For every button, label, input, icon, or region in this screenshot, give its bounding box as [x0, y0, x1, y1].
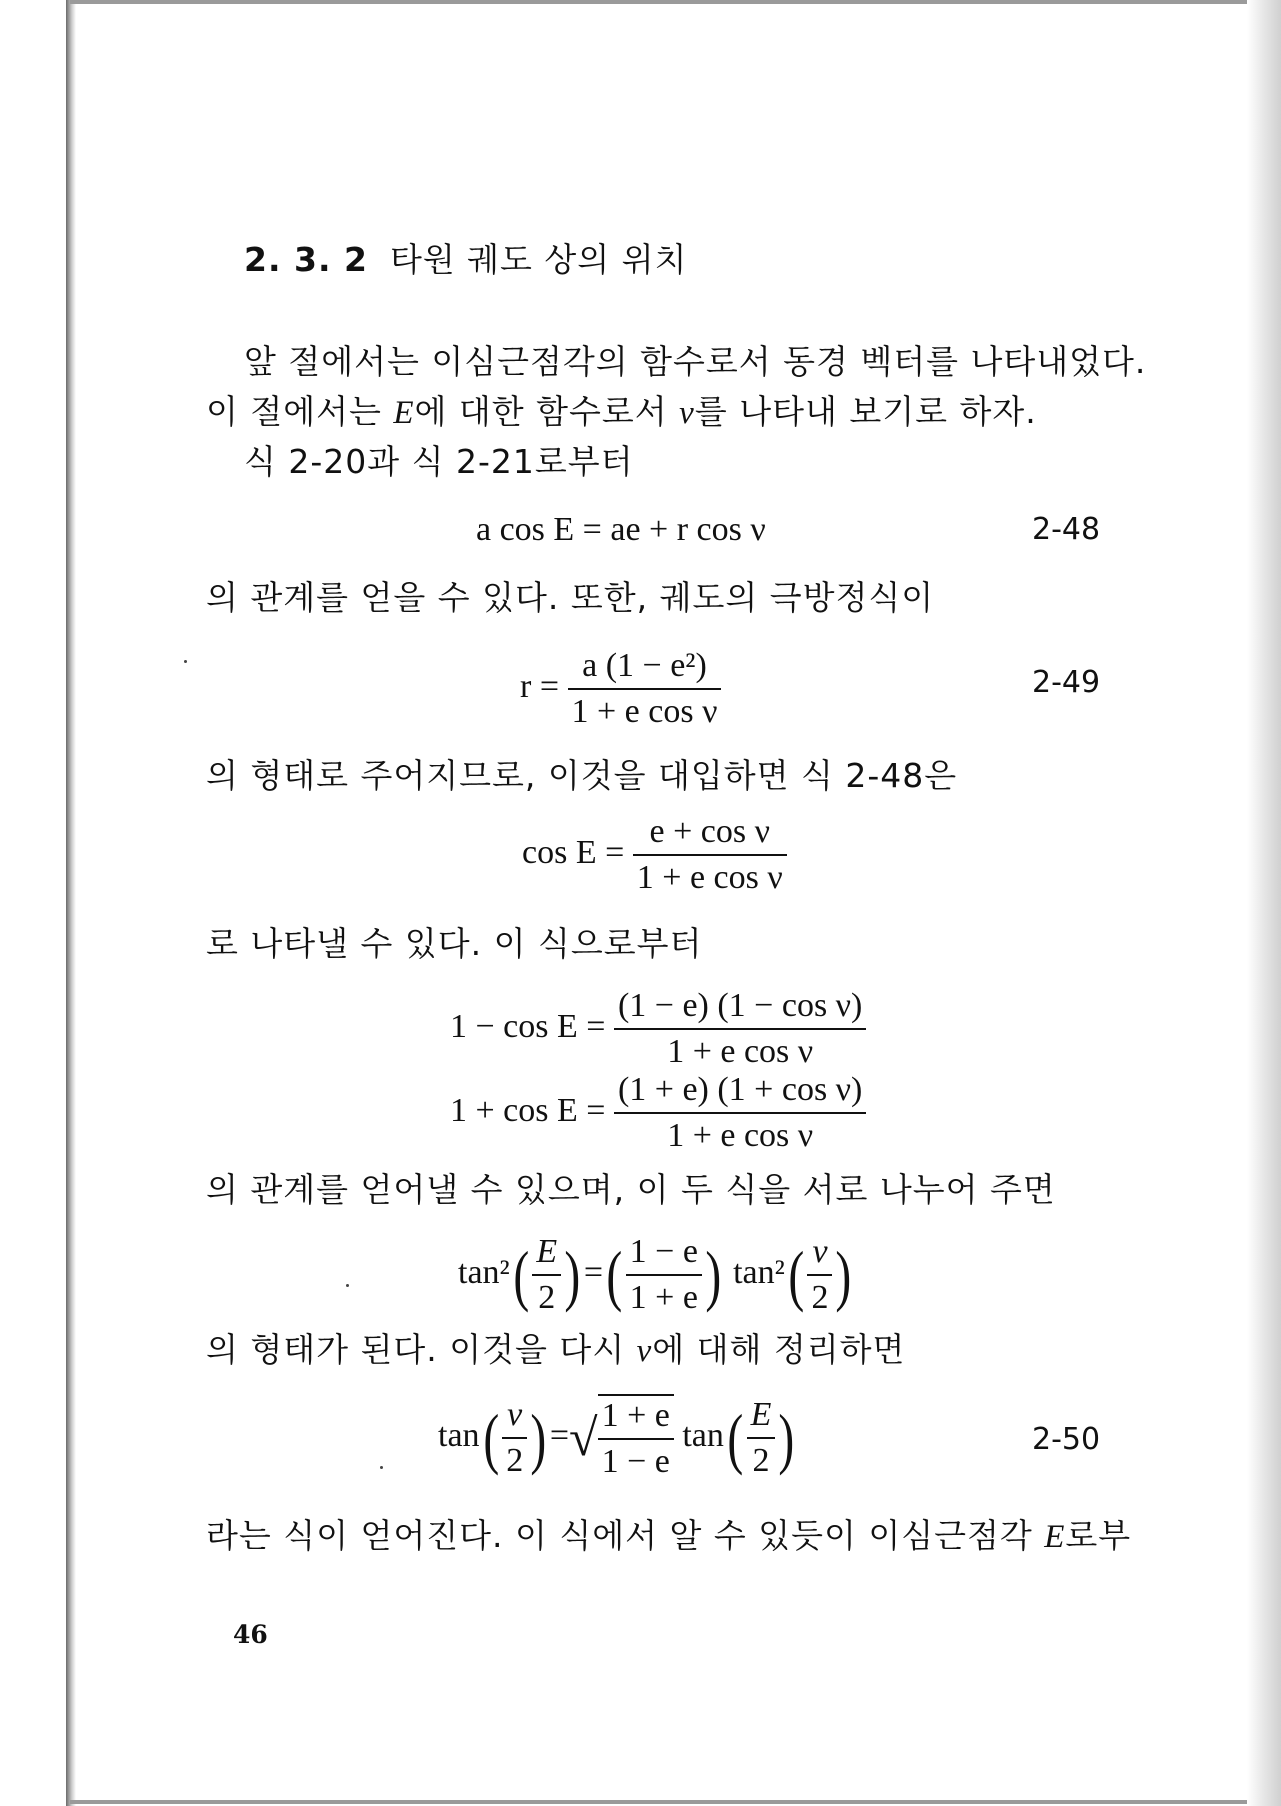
section-title: 타원 궤도 상의 위치: [389, 240, 688, 279]
print-speck: [346, 1284, 349, 1287]
paragraph-line: 이 절에서는 E에 대한 함수로서 ν를 나타내 보기로 하자.: [206, 392, 1037, 431]
paragraph-line: 의 관계를 얻을 수 있다. 또한, 궤도의 극방정식이: [206, 578, 935, 617]
paragraph-line: 로 나타낼 수 있다. 이 식으로부터: [206, 924, 703, 963]
equation-tan-squared: tan²( $\frac{E}{2}$ )=( $\frac{1 - e}{1 + e}$ ) tan²( $\frac{\nu}{2}$ ): [458, 1233, 852, 1316]
page-number: 46: [233, 1620, 268, 1649]
page-edge-bottom: [70, 1800, 1260, 1804]
equation-cos-e: cos E = $\frac{\text{e + cos ν}}{\text{1 + e cos ν}}$: [522, 812, 787, 898]
equation-number: 2-49: [1032, 665, 1101, 700]
print-speck: [184, 660, 187, 663]
equation-one-plus-cos-e: 1 + cos E = $\frac{\text{(1 + e) (1 + cos ν)}}{\text{1 + e cos ν}}$: [450, 1070, 866, 1156]
paragraph-line: 의 관계를 얻어낼 수 있으며, 이 두 식을 서로 나누어 주면: [206, 1170, 1056, 1209]
page-shadow-left: [66, 0, 76, 1806]
paragraph-line: 라는 식이 얻어진다. 이 식에서 알 수 있듯이 이심근점각 E로부: [206, 1516, 1132, 1555]
page-edge-top: [70, 0, 1260, 4]
section-number: 2. 3. 2: [244, 240, 368, 279]
paragraph-line: 앞 절에서는 이심근점각의 함수로서 동경 벡터를 나타내었다.: [244, 342, 1147, 381]
page-shadow-right: [1247, 0, 1281, 1806]
equation-one-minus-cos-e: 1 − cos E = $\frac{\text{(1 − e) (1 − cos ν)}}{\text{1 + e cos ν}}$: [450, 986, 866, 1072]
section-heading: [244, 240, 687, 280]
equation-number: 2-50: [1032, 1422, 1101, 1457]
print-speck: [380, 1466, 383, 1469]
paragraph-line: 식 2-20과 식 2-21로부터: [244, 442, 634, 481]
equation-2-49: r = $\frac{\text{a (1 − e²)}}{\text{1 + e cos ν}}$: [520, 646, 721, 732]
equation-2-48: a cos E = ae + r cos ν: [476, 511, 766, 548]
paragraph-line: 의 형태가 된다. 이것을 다시 ν에 대해 정리하면: [206, 1330, 906, 1369]
paragraph-line: 의 형태로 주어지므로, 이것을 대입하면 식 2-48은: [206, 756, 958, 795]
equation-2-50: tan( $\frac{\nu}{2}$ )=√ $\frac{1 + e}{1 - e}$ tan( $\frac{E}{2}$ ): [438, 1396, 795, 1480]
equation-number: 2-48: [1032, 512, 1101, 547]
